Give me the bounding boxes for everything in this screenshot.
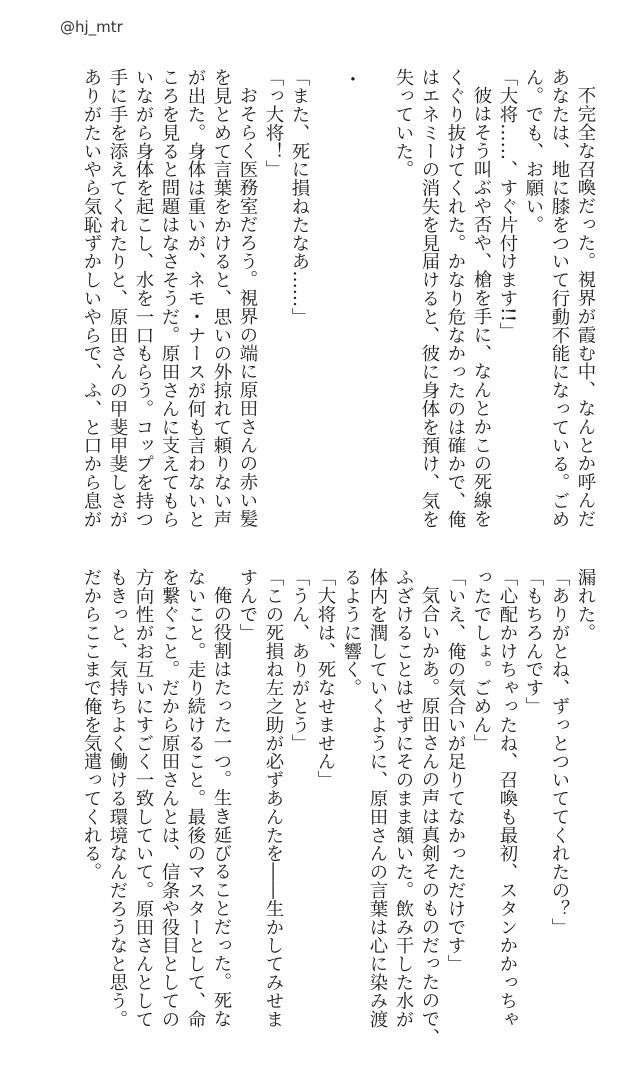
text-line: を見とめて言葉をかけると、思いの外掠れて頼りない声: [211, 68, 232, 528]
text-line: 「ありがとね、ずっとついててくれたの？」: [549, 568, 570, 936]
text-line: 失っていた。: [393, 68, 414, 179]
text-line: あなたは、地に膝をついて行動不能になっている。ごめ: [549, 68, 570, 528]
text-line: 体内を潤していくように、原田さんの言葉は心に染み渡: [367, 568, 388, 1028]
text-line: 「また、死に損ねたなあ……」: [289, 68, 310, 326]
text-line: もきっと、気持ちよく働ける環境なんだろうなと思う。: [107, 568, 128, 1028]
text-line: 「心配かけちゃったね、召喚も最初、スタンかかっちゃ: [497, 568, 518, 1028]
author-handle: @hj_mtr: [60, 18, 123, 36]
text-line: ったでしょ。ごめん」: [471, 568, 492, 752]
text-line: 「うん、ありがとう」: [289, 568, 310, 752]
text-line: 「もちろんです」: [523, 568, 544, 716]
text-line: ころを見ると問題はなさそうだ。原田さんに支えてもら: [159, 68, 180, 528]
text-line: ないこと。走り続けること。最後のマスターとして、命: [185, 568, 206, 1028]
text-line: を繋ぐこと。だから原田さんとは、信条や役目としての: [159, 568, 180, 1028]
text-line: ふざけることはせずにそのまま頷いた。飲み干した水が: [393, 568, 414, 1028]
text-line: 「大将は、死なせません」: [315, 568, 336, 789]
text-line: 気合いかあ。原田さんの声は真剣そのものだったので、: [419, 586, 440, 1047]
text-block-bottom: [58, 568, 598, 1047]
text-line: はエネミーの消失を見届けると、彼に身体を預け、気を: [419, 68, 440, 528]
text-line: だからここまで俺を気遣ってくれる。: [81, 568, 102, 881]
text-line: 方向性がお互いにすごく一致していて。原田さんとして: [133, 568, 154, 1028]
text-line: 彼はそう叫ぶや否や、槍を手に、なんとかこの死線を: [471, 86, 492, 528]
text-line: 不完全な召喚だった。視界が霞む中、なんとか呼んだ: [575, 86, 596, 528]
text-line: いながら身体を起こし、水を一口もらう。コップを持つ: [133, 68, 154, 528]
scene-break-dot: ・: [341, 69, 362, 89]
text-line: 俺の役割はたった一つ。生き延びることだった。死な: [211, 586, 232, 1028]
blank-line: [312, 68, 338, 520]
text-line: るように響く。: [341, 568, 362, 697]
text-line: 漏れた。: [575, 568, 596, 642]
text-line: ありがたいやら気恥ずかしいやらで、ふ、と口から息が: [81, 68, 102, 528]
text-line: ん。でも、お願い。: [523, 68, 544, 234]
text-block-top: [58, 68, 598, 528]
text-line: おそらく医務室だろう。視界の端に原田さんの赤い髪: [237, 86, 258, 528]
text-line: くぐり抜けてくれた。かなり危なかったのは確かで、俺: [445, 68, 466, 528]
text-line: 「この死損ね左之助が必ずあんたを――生かしてみせま: [263, 568, 284, 1028]
text-line: 「大将……、すぐ片付けます!!」: [497, 68, 518, 341]
text-line: すんで」: [237, 568, 258, 642]
text-line: 「いえ、俺の気合いが足りてなかっただけです」: [445, 568, 466, 973]
text-line: が出た。身体は重いが、ネモ・ナースが何も言わないと: [185, 68, 206, 528]
text-line: 「っ大将！」: [263, 68, 284, 179]
blank-line: [364, 68, 390, 520]
text-line: 手に手を添えてくれたりと、原田さんの甲斐甲斐しさが: [107, 68, 128, 528]
